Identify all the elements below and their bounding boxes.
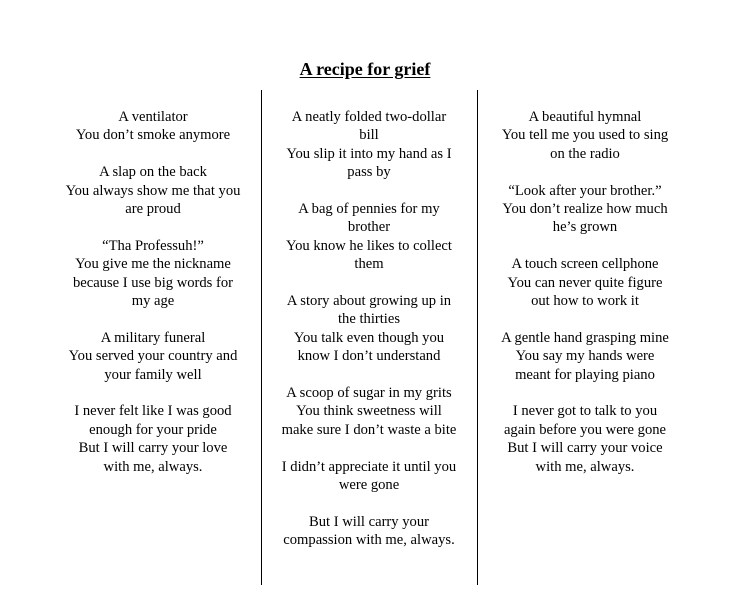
poem-line: your family well — [104, 366, 202, 383]
poem-line: You talk even though you — [293, 329, 445, 346]
stanza — [48, 237, 258, 311]
stanza — [266, 200, 472, 274]
poem-line: out how to work it — [531, 293, 639, 310]
stanza — [266, 108, 472, 182]
poem-title: A recipe for grief — [299, 59, 431, 79]
poem-line: A neatly folded two-dollar — [291, 109, 447, 125]
poem-line: on the radio — [550, 145, 620, 162]
poem-line: A gentle hand grasping mine — [501, 329, 669, 346]
poem-line: with me, always. — [535, 458, 635, 475]
column-divider-1 — [261, 90, 262, 585]
poem-line: A beautiful hymnal — [528, 109, 642, 125]
poem-column-middle — [266, 108, 472, 568]
poem-line: are proud — [125, 201, 181, 218]
stanza — [482, 329, 688, 384]
stanza — [482, 255, 688, 310]
poem-line: make sure I don’t waste a bite — [281, 421, 457, 438]
stanza — [266, 384, 472, 439]
poem-line: A story about growing up in — [286, 293, 452, 310]
stanza — [266, 513, 472, 550]
poem-line: again before you were gone — [503, 421, 667, 438]
poem-line: I never got to talk to you — [512, 403, 658, 420]
poem-line: A ventilator — [118, 109, 188, 125]
stanza — [482, 182, 688, 237]
stanza — [266, 292, 472, 366]
stanza — [482, 108, 688, 163]
poem-line: A military funeral — [100, 329, 206, 346]
poem-line: pass by — [347, 164, 391, 181]
stanza — [48, 163, 258, 218]
poem-line: You give me the nickname — [75, 256, 231, 273]
poem-line: You served your country and — [68, 348, 238, 365]
poem-line: compassion with me, always. — [283, 532, 455, 549]
stanza — [48, 329, 258, 384]
poem-line: because I use big words for — [72, 274, 234, 291]
poem-line: “Tha Professuh!” — [102, 237, 204, 254]
stanza — [48, 108, 258, 145]
poem-line: You can never quite figure — [507, 274, 663, 291]
poem-column-left — [48, 108, 258, 494]
poem-line: But I will carry your — [309, 513, 429, 530]
poem-line: I didn’t appreciate it until you — [281, 458, 457, 475]
stanza — [482, 402, 688, 476]
poem-line: were gone — [338, 477, 400, 494]
poem-line: A slap on the back — [99, 164, 207, 181]
poem-line: with me, always. — [103, 458, 203, 475]
poem-line: meant for playing piano — [515, 366, 655, 383]
poem-line: know I don’t understand — [297, 348, 441, 365]
poem-line: But I will carry your love — [78, 440, 228, 457]
stanza — [266, 458, 472, 495]
poem-line: the thirties — [337, 311, 400, 328]
poem-line: A scoop of sugar in my grits — [286, 385, 452, 402]
poem-line: You don’t smoke anymore — [75, 127, 231, 144]
poem-line: enough for your pride — [89, 421, 217, 438]
column-divider-2 — [477, 90, 478, 585]
poem-line: You say my hands were — [515, 348, 655, 365]
poem-line: he’s grown — [552, 219, 618, 236]
poem-line: them — [354, 256, 384, 273]
poem-line: brother — [347, 219, 391, 236]
poem-line: You slip it into my hand as I — [286, 145, 452, 162]
stanza — [48, 402, 258, 476]
poem-line: I never felt like I was good — [74, 403, 232, 420]
poem-line: A bag of pennies for my — [298, 201, 440, 218]
poem-line: “Look after your brother.” — [508, 182, 662, 199]
poem-line: You know he likes to collect — [286, 237, 452, 254]
poem-column-right — [482, 108, 688, 494]
poem-line: You always show me that you — [65, 182, 241, 199]
poem-line: my age — [131, 293, 175, 310]
poem-line: You think sweetness will — [296, 403, 442, 420]
poem-line: bill — [359, 127, 379, 144]
poem-line: You tell me you used to sing — [501, 127, 669, 144]
poem-line: You don’t realize how much — [502, 201, 668, 218]
poem-line: A touch screen cellphone — [511, 256, 659, 273]
poem-line: But I will carry your voice — [507, 440, 663, 457]
